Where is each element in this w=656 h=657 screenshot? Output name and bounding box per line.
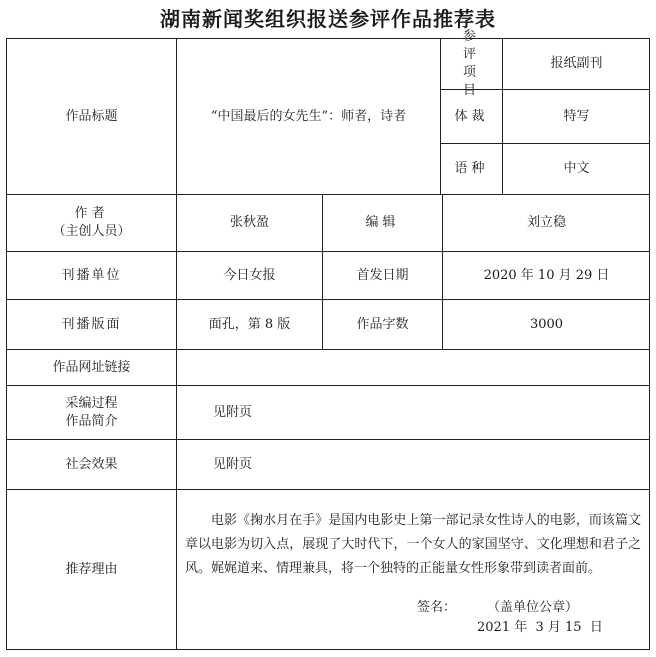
effect-label: 社会效果 bbox=[65, 456, 118, 472]
work-title-value: “中国最后的女先生”：师者，诗者 bbox=[210, 108, 407, 124]
page-value: 面孔，第 8 版 bbox=[208, 316, 291, 332]
seal-text: （盖单位公章） bbox=[487, 600, 579, 615]
page-label: 刊播版面 bbox=[61, 316, 122, 332]
category-value: 报纸副刊 bbox=[550, 56, 603, 71]
effect-value: 见附页 bbox=[213, 456, 253, 472]
recommendation-text: 电影《掬水月在手》是国内电影史上第一部记录女性诗人的电影，而该篇文章以电影为切入点，展现了大时代下，一个女人的家国坚守、文化理想和君子之风。娓娓道来、情理兼具，将一个独特的正能量女性形象带到读者面前。 bbox=[185, 513, 641, 576]
signature-label: 签名： bbox=[417, 600, 457, 615]
process-label: 采编过程 作品简介 bbox=[65, 395, 118, 429]
editor-value: 刘立稳 bbox=[526, 215, 566, 230]
work-title-label: 作品标题 bbox=[65, 108, 118, 124]
word-count-label: 作品字数 bbox=[356, 316, 409, 332]
category-label: 参评项目 bbox=[462, 29, 480, 98]
page-title: 湖南新闻奖组织报送参评作品推荐表 bbox=[160, 7, 496, 31]
first-date-value: 2020 年 10 月 29 日 bbox=[483, 267, 610, 283]
publisher-label: 刊播单位 bbox=[61, 267, 122, 283]
recommendation-date: 2021 年 3 月 15 日 bbox=[477, 620, 603, 635]
word-count-value: 3000 bbox=[529, 316, 564, 332]
publisher-value: 今日女报 bbox=[223, 267, 276, 283]
col-divider bbox=[176, 489, 177, 649]
recommendation-label: 推荐理由 bbox=[65, 561, 118, 577]
author-label: 作者 （主创人员） bbox=[52, 206, 131, 239]
editor-label: 编辑 bbox=[365, 215, 400, 230]
language-value: 中文 bbox=[563, 161, 590, 176]
first-date-label: 首发日期 bbox=[356, 267, 409, 283]
recommendation-form bbox=[6, 29, 650, 650]
url-label: 作品网址链接 bbox=[52, 359, 131, 375]
language-label: 语种 bbox=[454, 161, 489, 176]
genre-value: 特写 bbox=[563, 108, 590, 124]
process-value: 见附页 bbox=[213, 404, 253, 420]
genre-label: 体裁 bbox=[454, 108, 489, 124]
author-value: 张秋盈 bbox=[229, 215, 269, 230]
url-value bbox=[207, 350, 647, 385]
